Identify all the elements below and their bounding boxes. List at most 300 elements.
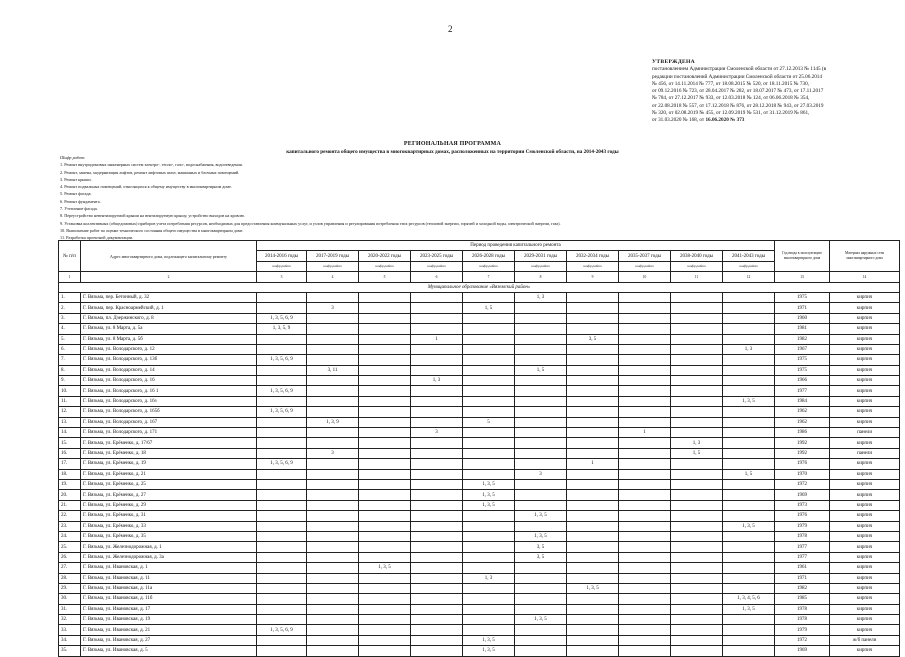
period-cell xyxy=(567,313,619,323)
table-row xyxy=(59,459,900,469)
period-cell xyxy=(515,303,567,313)
year-built: 1960 xyxy=(775,313,830,323)
period-cell xyxy=(619,459,671,469)
row-address: Г. Вязьма, ул. Володарского, д. 16 1 xyxy=(81,386,257,396)
work-codes-heading: Шифр работ: xyxy=(60,155,86,160)
period-cell xyxy=(671,365,723,375)
period-cell xyxy=(567,407,619,417)
period-cell: 1, 3, 5 xyxy=(515,531,567,541)
period-cell: 5 xyxy=(463,417,515,427)
approval-title: УТВЕРЖДЕНА xyxy=(652,59,696,65)
period-cell xyxy=(619,490,671,500)
period-cell xyxy=(257,438,307,448)
period-cell xyxy=(257,448,307,458)
period-cell xyxy=(723,459,775,469)
period-cell xyxy=(307,313,359,323)
table-row xyxy=(59,344,900,354)
period-cell xyxy=(723,438,775,448)
period-cell xyxy=(515,386,567,396)
wall-material: кирпич xyxy=(830,490,900,500)
table-row xyxy=(59,376,900,386)
period-cell xyxy=(307,490,359,500)
approval-line: редакции постановлений Администрации Смоленской области от 25.06.2014 xyxy=(652,73,822,80)
row-number: 2. xyxy=(59,303,81,313)
period-cell xyxy=(671,604,723,614)
period-cell xyxy=(307,594,359,604)
year-built: 1969 xyxy=(775,490,830,500)
table-row xyxy=(59,469,900,479)
period-cell xyxy=(257,521,307,531)
period-cell xyxy=(619,376,671,386)
period-cell: 1, 3 xyxy=(463,573,515,583)
period-cell xyxy=(307,292,359,302)
period-cell xyxy=(359,583,411,593)
period-cell xyxy=(411,396,463,406)
period-cell xyxy=(723,583,775,593)
approval-last-text: от 31.03.2020 № 168, от xyxy=(652,117,705,124)
period-cell xyxy=(257,635,307,645)
period-cell xyxy=(463,563,515,573)
table-row xyxy=(59,303,900,313)
period-cell xyxy=(257,344,307,354)
period-cell xyxy=(411,365,463,375)
period-cell xyxy=(723,365,775,375)
period-cell xyxy=(567,604,619,614)
row-number: 23. xyxy=(59,521,81,531)
year-built: 1978 xyxy=(775,531,830,541)
period-cell xyxy=(359,646,411,656)
wall-material: кирпич xyxy=(830,542,900,552)
period-cell xyxy=(567,469,619,479)
table-row xyxy=(59,438,900,448)
period-cell xyxy=(257,646,307,656)
work-codes-legend xyxy=(60,154,760,242)
period-cell xyxy=(411,542,463,552)
row-address: Г. Вязьма, ул. 8 Марта, д. 5б xyxy=(81,334,257,344)
period-cell xyxy=(411,324,463,334)
period-cell xyxy=(567,365,619,375)
row-number: 27. xyxy=(59,563,81,573)
row-address: Г. Вязьма, ул. Ивановская, д. 17 xyxy=(81,604,257,614)
period-cell: 3 xyxy=(411,428,463,438)
table-row xyxy=(59,490,900,500)
table-row xyxy=(59,594,900,604)
row-address: Г. Вязьма, ул. Володарского, д. 12 xyxy=(81,344,257,354)
period-cell xyxy=(359,386,411,396)
year-built: 1978 xyxy=(775,615,830,625)
period-cell xyxy=(723,324,775,334)
row-address: Г. Вязьма, ул. Ерёменко, д. 27 xyxy=(81,490,257,500)
period-cell: 1, 3 xyxy=(411,376,463,386)
period-cell xyxy=(463,459,515,469)
period-cell xyxy=(567,573,619,583)
period-cell xyxy=(671,490,723,500)
period-cell xyxy=(671,303,723,313)
period-cell xyxy=(567,428,619,438)
table-row xyxy=(59,542,900,552)
year-built: 1977 xyxy=(775,542,830,552)
period-cell xyxy=(359,448,411,458)
wall-material: кирпич xyxy=(830,521,900,531)
period-cell xyxy=(359,396,411,406)
wall-material: кирпич xyxy=(830,479,900,489)
period-cell xyxy=(723,615,775,625)
period-cell xyxy=(411,552,463,562)
wall-material: кирпич xyxy=(830,355,900,365)
period-cell xyxy=(307,521,359,531)
period-cell xyxy=(671,500,723,510)
work-code-item: 2. Ремонт, замена, модернизация лифтов, ремонт лифтовых шахт, машинных и блочных помещений. xyxy=(60,169,240,175)
code-label: шифр работ xyxy=(307,261,359,271)
period-cell xyxy=(257,417,307,427)
year-header: 2035-2037 годы xyxy=(619,251,671,261)
wall-material: кирпич xyxy=(830,376,900,386)
period-cell xyxy=(359,615,411,625)
year-header: 2020-2022 годы xyxy=(359,251,411,261)
period-cell xyxy=(619,313,671,323)
row-address: Г. Вязьма, ул. Ивановская, д. 11а xyxy=(81,583,257,593)
handwritten-signature: 16.06.2020 № 373 xyxy=(705,117,745,124)
col-header-no: № п/п xyxy=(59,241,81,272)
row-address: Г. Вязьма, ул. Володарского, д. 16 xyxy=(81,376,257,386)
period-cell xyxy=(619,334,671,344)
table-row xyxy=(59,604,900,614)
period-cell xyxy=(307,646,359,656)
period-cell: 1, 3, 5, 6, 9 xyxy=(257,625,307,635)
period-cell xyxy=(359,407,411,417)
period-cell xyxy=(257,396,307,406)
period-cell: 1, 5 xyxy=(671,448,723,458)
period-cell xyxy=(619,324,671,334)
row-number: 18. xyxy=(59,469,81,479)
period-cell xyxy=(359,428,411,438)
work-code-item: 5. Ремонт фасада. xyxy=(60,191,92,197)
year-header: 2029-2031 годы xyxy=(515,251,567,261)
period-cell xyxy=(411,604,463,614)
period-cell xyxy=(359,303,411,313)
work-code-item: 10. Выполнение работ по оценке технического состояния общего имущества в многоквартирном доме. xyxy=(60,227,244,233)
period-cell xyxy=(307,500,359,510)
period-cell xyxy=(359,324,411,334)
year-built: 1982 xyxy=(775,583,830,593)
wall-material: кирпич xyxy=(830,573,900,583)
period-cell xyxy=(307,531,359,541)
period-cell xyxy=(463,511,515,521)
period-cell xyxy=(567,531,619,541)
period-cell xyxy=(463,438,515,448)
work-code-item: 6. Ремонт фундамента. xyxy=(60,198,101,204)
period-cell xyxy=(257,552,307,562)
period-cell xyxy=(411,521,463,531)
period-cell xyxy=(257,334,307,344)
period-cell xyxy=(723,428,775,438)
period-cell xyxy=(515,334,567,344)
period-cell xyxy=(619,303,671,313)
row-address: Г. Вязьма, ул. Володарского, д. 167 xyxy=(81,417,257,427)
wall-material: панели xyxy=(830,428,900,438)
period-cell xyxy=(257,583,307,593)
period-cell xyxy=(567,563,619,573)
period-cell xyxy=(257,428,307,438)
period-cell xyxy=(307,376,359,386)
code-label: шифр работ xyxy=(567,261,619,271)
period-cell xyxy=(257,604,307,614)
period-cell xyxy=(671,646,723,656)
row-number: 6. xyxy=(59,344,81,354)
period-cell xyxy=(411,407,463,417)
period-cell: 1, 3, 5, 9 xyxy=(257,324,307,334)
column-number: 3 xyxy=(257,272,307,282)
period-cell xyxy=(257,469,307,479)
period-cell xyxy=(671,407,723,417)
table-row xyxy=(59,521,900,531)
period-cell xyxy=(463,542,515,552)
period-cell xyxy=(463,344,515,354)
row-address: Г. Вязьма, ул. Володарского, д. 14 xyxy=(81,365,257,375)
period-cell xyxy=(411,490,463,500)
period-cell xyxy=(671,396,723,406)
period-cell xyxy=(411,511,463,521)
period-cell: 1, 3, 5 xyxy=(723,521,775,531)
period-cell xyxy=(359,552,411,562)
period-cell xyxy=(619,531,671,541)
approval-lines xyxy=(652,66,897,117)
year-built: 1981 xyxy=(775,324,830,334)
period-cell xyxy=(515,376,567,386)
period-cell xyxy=(515,438,567,448)
period-cell xyxy=(619,615,671,625)
period-cell xyxy=(359,573,411,583)
period-cell xyxy=(671,355,723,365)
year-built: 1970 xyxy=(775,469,830,479)
period-cell xyxy=(411,469,463,479)
row-address: Г. Вязьма, ул. Ивановская, д. 19 xyxy=(81,615,257,625)
table-row xyxy=(59,479,900,489)
period-cell xyxy=(619,583,671,593)
period-cell xyxy=(307,334,359,344)
year-built: 1962 xyxy=(775,407,830,417)
col-header-year-built: Год ввода в эксплуатацию многоквартирного дома xyxy=(775,241,830,272)
row-number: 9. xyxy=(59,376,81,386)
period-cell xyxy=(257,490,307,500)
period-cell xyxy=(723,552,775,562)
period-cell xyxy=(359,355,411,365)
period-cell xyxy=(411,531,463,541)
period-cell xyxy=(359,531,411,541)
period-cell xyxy=(359,542,411,552)
row-address: Г. Вязьма, пер. Бетонный, д. 32 xyxy=(81,292,257,302)
period-cell xyxy=(463,355,515,365)
row-number: 34. xyxy=(59,635,81,645)
period-cell xyxy=(515,407,567,417)
period-cell xyxy=(619,355,671,365)
period-cell xyxy=(515,594,567,604)
table-row xyxy=(59,355,900,365)
table-row xyxy=(59,625,900,635)
row-number: 4. xyxy=(59,324,81,334)
period-cell xyxy=(411,563,463,573)
year-built: 1977 xyxy=(775,552,830,562)
period-cell xyxy=(619,396,671,406)
year-built: 1976 xyxy=(775,459,830,469)
period-cell xyxy=(515,563,567,573)
period-cell xyxy=(307,625,359,635)
period-cell xyxy=(359,438,411,448)
period-cell xyxy=(671,594,723,604)
row-address: Г. Вязьма, ул. Ерёменко, д. 17/67 xyxy=(81,438,257,448)
row-number: 20. xyxy=(59,490,81,500)
column-numbers-row xyxy=(59,272,900,282)
period-cell xyxy=(257,365,307,375)
approval-line: № 456, от 14.11.2014 № 777, от 18.08.2015 № 520, от 18.11.2015 № 730, xyxy=(652,80,809,87)
work-code-item: 9. Установка коллективных (общедомовых) приборов учета потребления ресурсов, необходимых для предоставления коммунальных услуг, и узлов управления и регулирования потребления этих ресурсов (тепловой энергии, горячей и холодной воды, электрической энергии, газа). xyxy=(60,220,561,226)
row-address: Г. Вязьма, ул. Ивановская, д. 5 xyxy=(81,646,257,656)
period-cell: 1 xyxy=(567,459,619,469)
period-cell: 1, 3, 5 xyxy=(515,615,567,625)
period-cell xyxy=(515,313,567,323)
wall-material: кирпич xyxy=(830,646,900,656)
wall-material: кирпич xyxy=(830,604,900,614)
period-cell xyxy=(463,469,515,479)
table-row xyxy=(59,552,900,562)
period-cell xyxy=(567,396,619,406)
wall-material: кирпич xyxy=(830,303,900,313)
wall-material: панели xyxy=(830,448,900,458)
year-built: 1967 xyxy=(775,344,830,354)
table-row xyxy=(59,511,900,521)
work-code-item: 3. Ремонт крыши. xyxy=(60,176,92,182)
table-row xyxy=(59,334,900,344)
row-address: Г. Вязьма, пер. Красноармейский, д. 1 xyxy=(81,303,257,313)
period-cell xyxy=(515,396,567,406)
period-cell xyxy=(567,292,619,302)
period-cell xyxy=(619,500,671,510)
period-cell xyxy=(723,292,775,302)
period-cell xyxy=(411,313,463,323)
row-address: Г. Вязьма, ул. Железнодорожная, д. 3а xyxy=(81,552,257,562)
period-cell xyxy=(671,521,723,531)
row-number: 1. xyxy=(59,292,81,302)
row-address: Г. Вязьма, ул. Ерёменко, д. 21 xyxy=(81,469,257,479)
column-number: 10 xyxy=(619,272,671,282)
period-cell xyxy=(671,386,723,396)
period-cell xyxy=(463,604,515,614)
period-cell xyxy=(307,438,359,448)
row-address: Г. Вязьма, ул. Ерёменко, д. 19 xyxy=(81,459,257,469)
row-address: Г. Вязьма, ул. Ерёменко, д. 35 xyxy=(81,531,257,541)
period-cell xyxy=(567,646,619,656)
period-cell xyxy=(619,604,671,614)
period-cell xyxy=(671,635,723,645)
year-built: 1975 xyxy=(775,355,830,365)
table-row xyxy=(59,615,900,625)
code-label: шифр работ xyxy=(671,261,723,271)
period-cell xyxy=(567,615,619,625)
period-cell: 1 xyxy=(411,334,463,344)
table-row xyxy=(59,531,900,541)
approval-last-line xyxy=(652,117,897,124)
wall-material: кирпич xyxy=(830,438,900,448)
period-cell xyxy=(257,511,307,521)
period-cell xyxy=(359,376,411,386)
year-built: 1975 xyxy=(775,292,830,302)
row-address: Г. Вязьма, ул. 8 Марта, д. 5а xyxy=(81,324,257,334)
period-cell xyxy=(671,417,723,427)
row-address: Г. Вязьма, ул. Ерёменко, д. 18 xyxy=(81,448,257,458)
period-cell xyxy=(463,376,515,386)
period-cell xyxy=(359,511,411,521)
period-cell xyxy=(257,292,307,302)
period-cell xyxy=(307,344,359,354)
period-cell xyxy=(619,635,671,645)
period-cell xyxy=(359,417,411,427)
period-cell xyxy=(723,563,775,573)
period-cell: 1, 5 xyxy=(463,303,515,313)
row-number: 32. xyxy=(59,615,81,625)
period-cell: 1, 3, 5 xyxy=(463,479,515,489)
period-cell xyxy=(463,292,515,302)
period-cell xyxy=(463,428,515,438)
period-cell xyxy=(567,479,619,489)
period-cell xyxy=(619,292,671,302)
wall-material: кирпич xyxy=(830,625,900,635)
period-cell xyxy=(619,407,671,417)
work-code-item: 7. Утепление фасада. xyxy=(60,206,98,212)
period-cell xyxy=(307,459,359,469)
period-cell xyxy=(359,479,411,489)
year-built: 1973 xyxy=(775,500,830,510)
year-header: 2038-2040 годы xyxy=(671,251,723,261)
col-header-period: Период проведения капитального ремонта xyxy=(257,241,775,251)
column-number: 12 xyxy=(723,272,775,282)
year-built: 1985 xyxy=(775,594,830,604)
wall-material: кирпич xyxy=(830,459,900,469)
period-cell: 3, 5 xyxy=(567,334,619,344)
year-built: 1979 xyxy=(775,521,830,531)
period-cell xyxy=(567,625,619,635)
wall-material: кирпич xyxy=(830,292,900,302)
period-cell xyxy=(567,438,619,448)
period-cell xyxy=(411,344,463,354)
period-cell xyxy=(515,459,567,469)
period-cell xyxy=(463,583,515,593)
wall-material: кирпич xyxy=(830,334,900,344)
row-address: Г. Вязьма, ул. Ерёменко, д. 31 xyxy=(81,511,257,521)
code-label: шифр работ xyxy=(723,261,775,271)
row-number: 35. xyxy=(59,646,81,656)
period-cell xyxy=(463,396,515,406)
row-number: 15. xyxy=(59,438,81,448)
period-cell xyxy=(359,313,411,323)
period-cell xyxy=(307,386,359,396)
period-cell xyxy=(567,417,619,427)
period-cell xyxy=(359,344,411,354)
period-cell: 3 xyxy=(307,448,359,458)
period-cell: 3 xyxy=(515,469,567,479)
period-cell xyxy=(671,428,723,438)
row-number: 16. xyxy=(59,448,81,458)
column-number: 13 xyxy=(775,272,830,282)
period-cell xyxy=(671,615,723,625)
period-cell xyxy=(463,334,515,344)
row-address: Г. Вязьма, ул. Володарского, д. 165б xyxy=(81,407,257,417)
period-cell xyxy=(671,292,723,302)
period-cell xyxy=(723,625,775,635)
period-cell xyxy=(257,573,307,583)
row-address: Г. Вязьма, ул. Ивановская, д. 11б xyxy=(81,594,257,604)
period-cell: 1, 3, 5 xyxy=(463,646,515,656)
period-cell xyxy=(723,500,775,510)
